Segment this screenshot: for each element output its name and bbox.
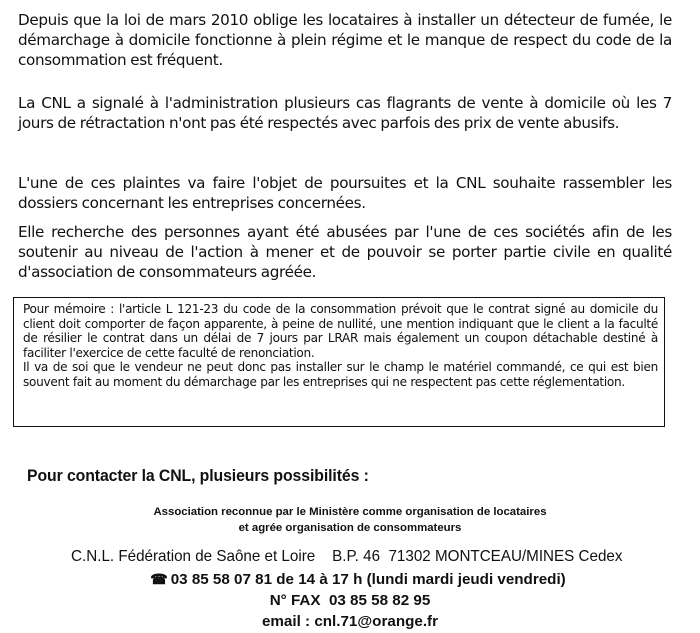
intro-paragraph: Depuis que la loi de mars 2010 oblige les locataires à installer un détecteur de fumée, le démarchage à domicile fonctionne à plein régime et le manque de respect du code de la consommation est fréquent. <box>18 11 672 69</box>
fax-number: N° FAX 03 85 58 82 95 <box>269 592 431 609</box>
association-recognition-line2: et agrée organisation de consommateurs <box>238 522 462 534</box>
phone-number: 03 85 58 07 81 de 14 à 17 h (lundi mardi jeudi vendredi) <box>170 571 566 588</box>
contact-heading: Pour contacter la CNL, plusieurs possibilités : <box>27 466 369 485</box>
search-victims-paragraph: Elle recherche des personnes ayant été abusées par l'une de ces sociétés afin de les soutenir au niveau de l'action à mener et de pouvoir se porter partie civile en qualité d'association de consommateurs agréée. <box>18 223 672 281</box>
email-address[interactable]: email : cnl.71@orange.fr <box>261 613 439 630</box>
telephone-icon: ☎ <box>150 571 168 587</box>
association-recognition-line1: Association reconnue par le Ministère comme organisation de locataires <box>153 506 547 518</box>
postal-address: C.N.L. Fédération de Saône et Loire B.P. 46 71302 MONTCEAU/MINES Cedex <box>71 548 623 565</box>
complaint-paragraph: L'une de ces plaintes va faire l'objet de poursuites et la CNL souhaite rassembler les dossiers concernant les entreprises concernées. <box>18 174 672 212</box>
cnl-report-paragraph: La CNL a signalé à l'administration plusieurs cas flagrants de vente à domicile où les 7 jours de rétractation n'ont pas été respectés avec parfois des prix de vente abusifs. <box>18 94 672 132</box>
phone-line <box>8 569 700 590</box>
legal-reminder-box <box>13 297 665 427</box>
legal-reminder-installation: Il va de soi que le vendeur ne peut donc pas installer sur le champ le matériel commandé, ce qui est bien souvent fait au moment du démarchage par les entreprises qui ne respectent pas cette réglementation. <box>23 360 658 389</box>
legal-reminder-article: Pour mémoire : l'article L 121-23 du code de la consommation prévoit que le contrat signé au domicile du client doit comporter de façon apparente, à peine de nullité, une mention indiquant que le client a la faculté de résilier le contrat dans un délai de 7 jours par LRAR mais également un coupon détachable destiné à faciliter l'exercice de cette faculté de renonciation. <box>23 302 658 360</box>
